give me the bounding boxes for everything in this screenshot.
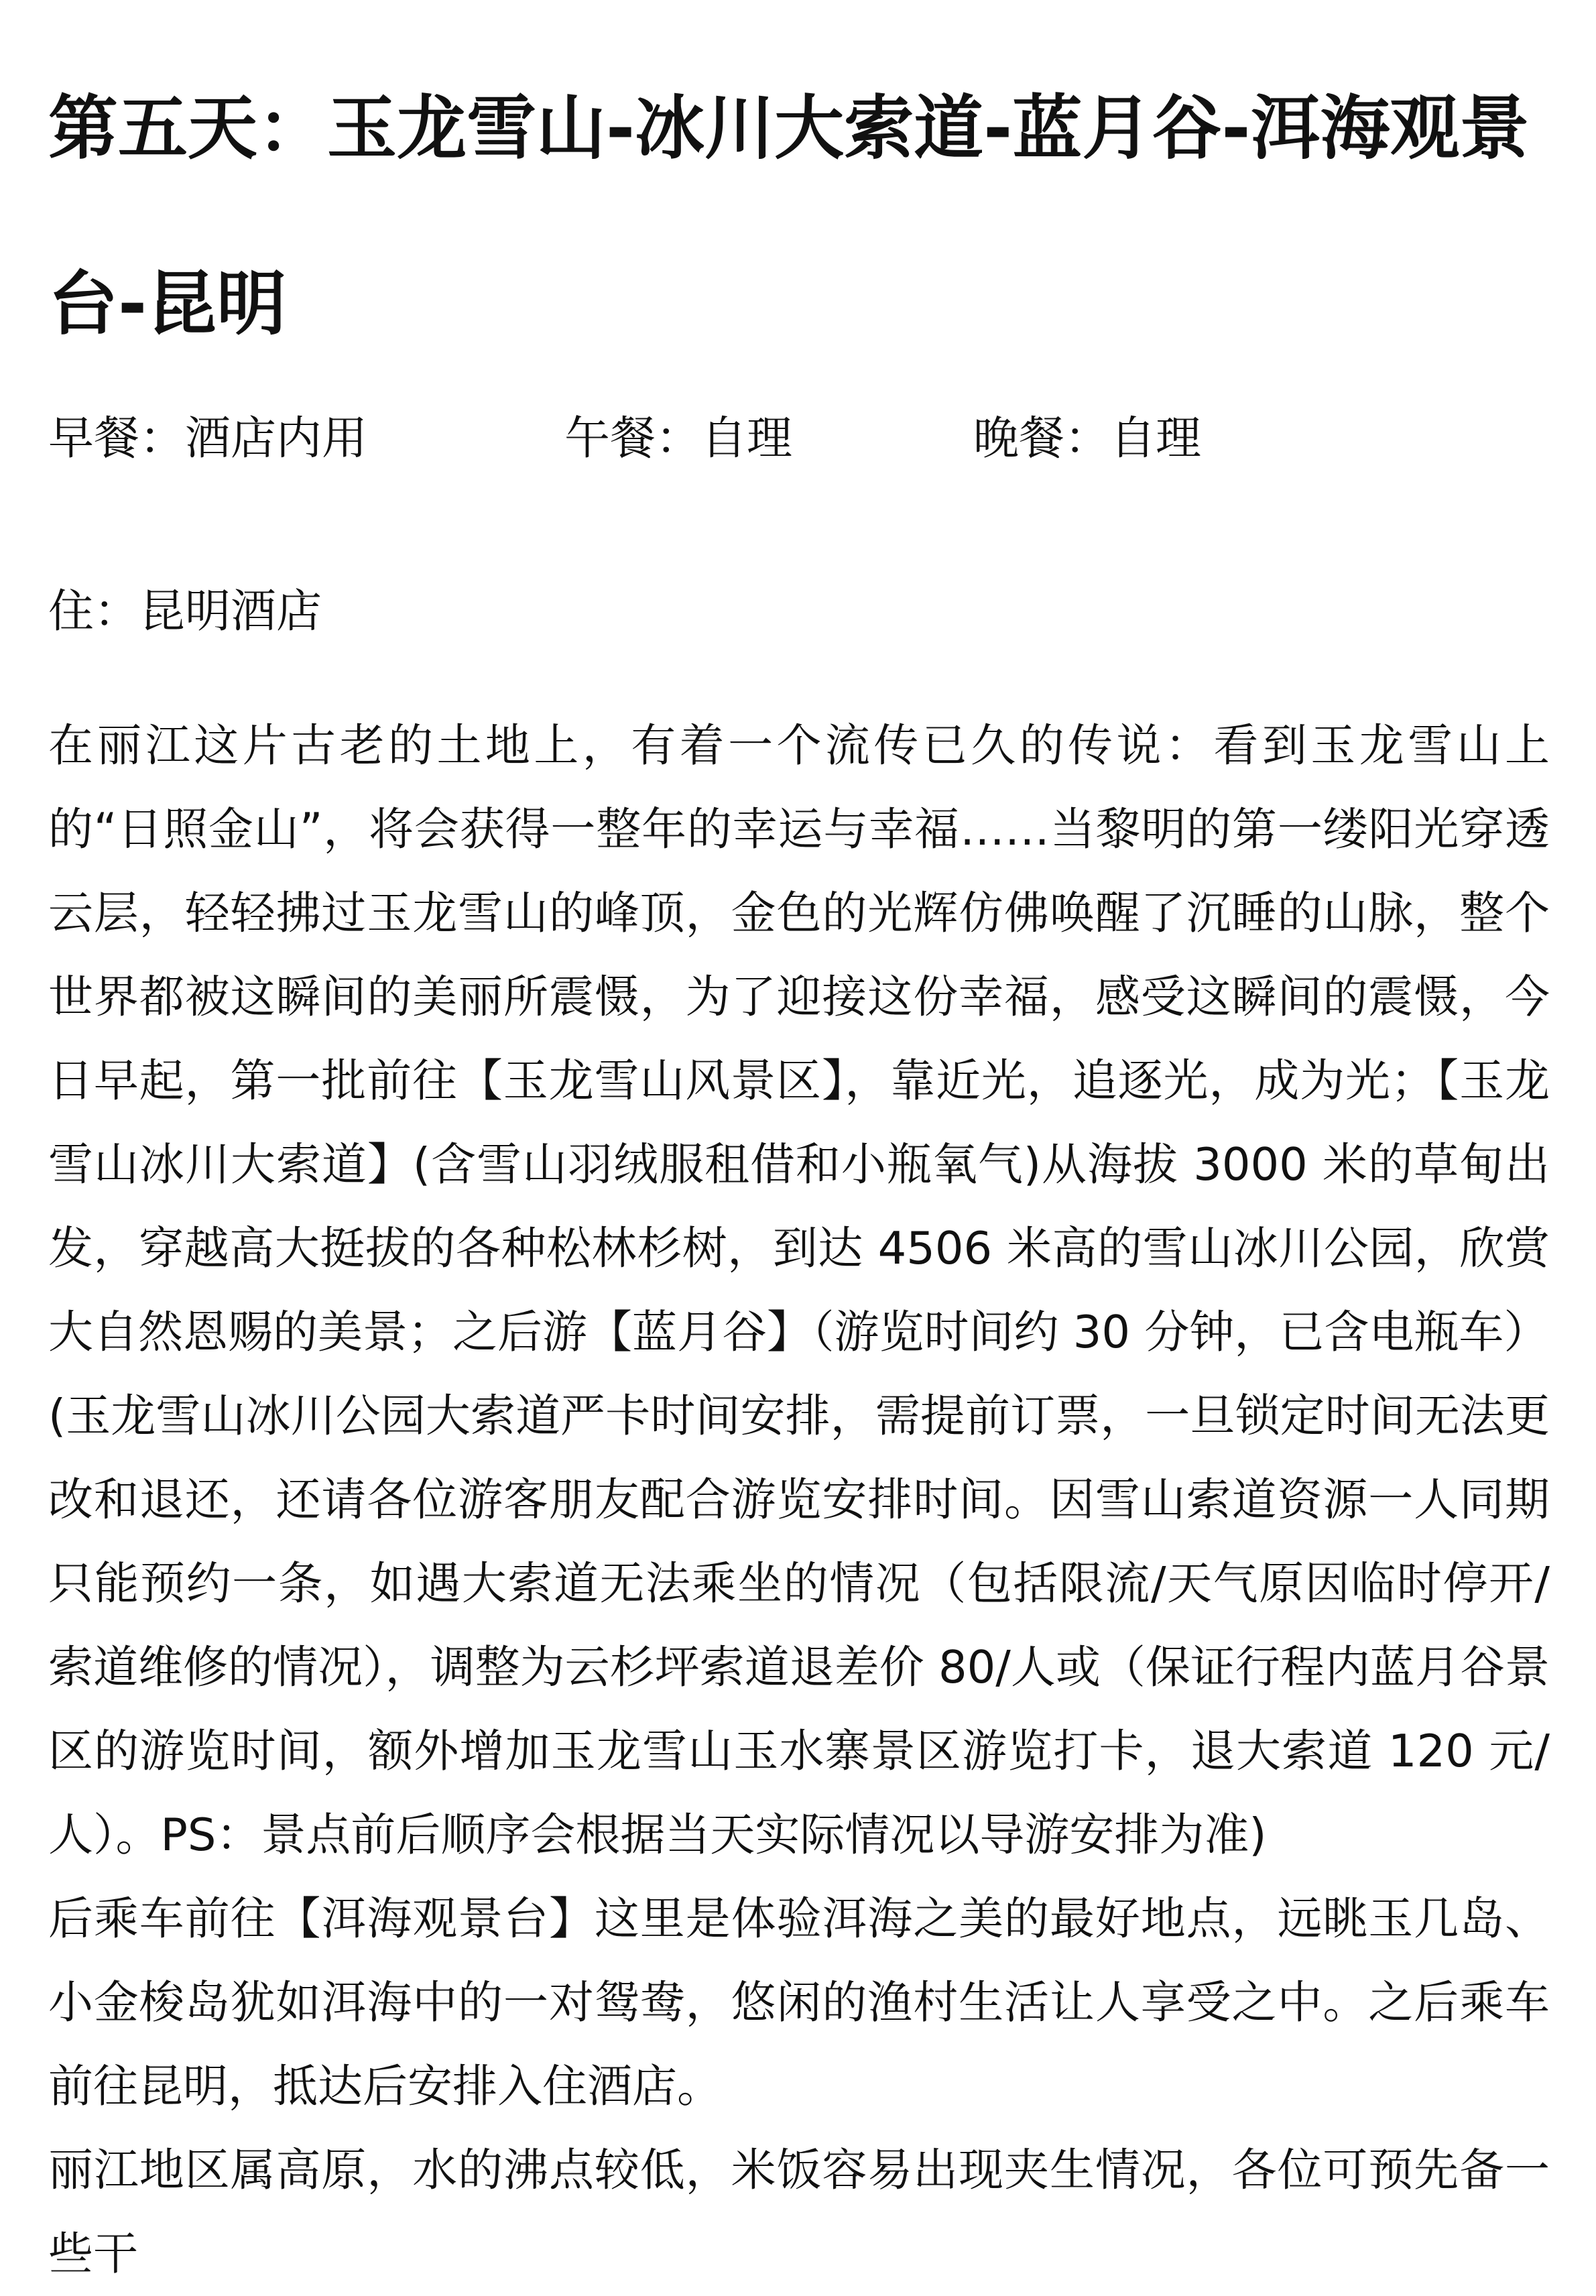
meal-lunch: 午餐：自理 xyxy=(564,412,793,465)
hotel-info: 住：昆明酒店 xyxy=(48,585,322,638)
day-title: 第五天：玉龙雪山-冰川大索道-蓝月谷-洱海观景台-昆明 xyxy=(48,87,1530,345)
paragraph-intro: 在丽江这片古老的土地上，有着一个流传已久的传说：看到玉龙雪山上的“日照金山”，将会获得一整年的幸运与幸福……当黎明的第一缕阳光穿透云层，轻轻拂过玉龙雪山的峰顶，金色的光辉仿佛唤醒了沉睡的山脉，整个世界都被这瞬间的美丽所震慑，为了迎接这份幸福，感受这瞬间的震慑，今日早起，第一批前往【玉龙雪山风景区】，靠近光，追逐光，成为光；【玉龙雪山冰川大索道】(含雪山羽绒服租借和小瓶氧气)从海拔 3000 米的草甸出发，穿越高大挺拔的各种松林杉树，到达 4506 米高的雪山冰川公园，欣赏大自然恩赐的美景；之后游【蓝月谷】（游览时间约 30 分钟，已含电瓶车） xyxy=(48,719,1550,1358)
meals-row xyxy=(48,409,1550,469)
paragraph-cableway-note: (玉龙雪山冰川公园大索道严卡时间安排，需提前订票，一旦锁定时间无法更改和退还，还请各位游客朋友配合游览安排时间。因雪山索道资源一人同期只能预约一条，如遇大索道无法乘坐的情况（包括限流/天气原因临时停开/索道维修的情况），调整为云杉坪索道退差价 80/人或（保证行程内蓝月谷景区的游览时间，额外增加玉龙雪山玉水寨景区游览打卡，退大索道 120 元/人）。PS：景点前后顺序会根据当天实际情况以导游安排为准) xyxy=(48,1390,1550,1861)
meal-dinner: 晚餐：自理 xyxy=(973,412,1202,465)
paragraph-altitude-tip: 丽江地区属高原，水的沸点较低，米饭容易出现夹生情况，各位可预先备一些干 xyxy=(48,2144,1550,2280)
paragraph-erhai: 后乘车前往【洱海观景台】这里是体验洱海之美的最好地点，远眺玉几岛、小金梭岛犹如洱海中的一对鸳鸯，悠闲的渔村生活让人享受之中。之后乘车前往昆明，抵达后安排入住酒店。 xyxy=(48,1892,1550,2112)
meal-breakfast: 早餐：酒店内用 xyxy=(48,412,368,465)
itinerary-description xyxy=(48,704,1550,2296)
